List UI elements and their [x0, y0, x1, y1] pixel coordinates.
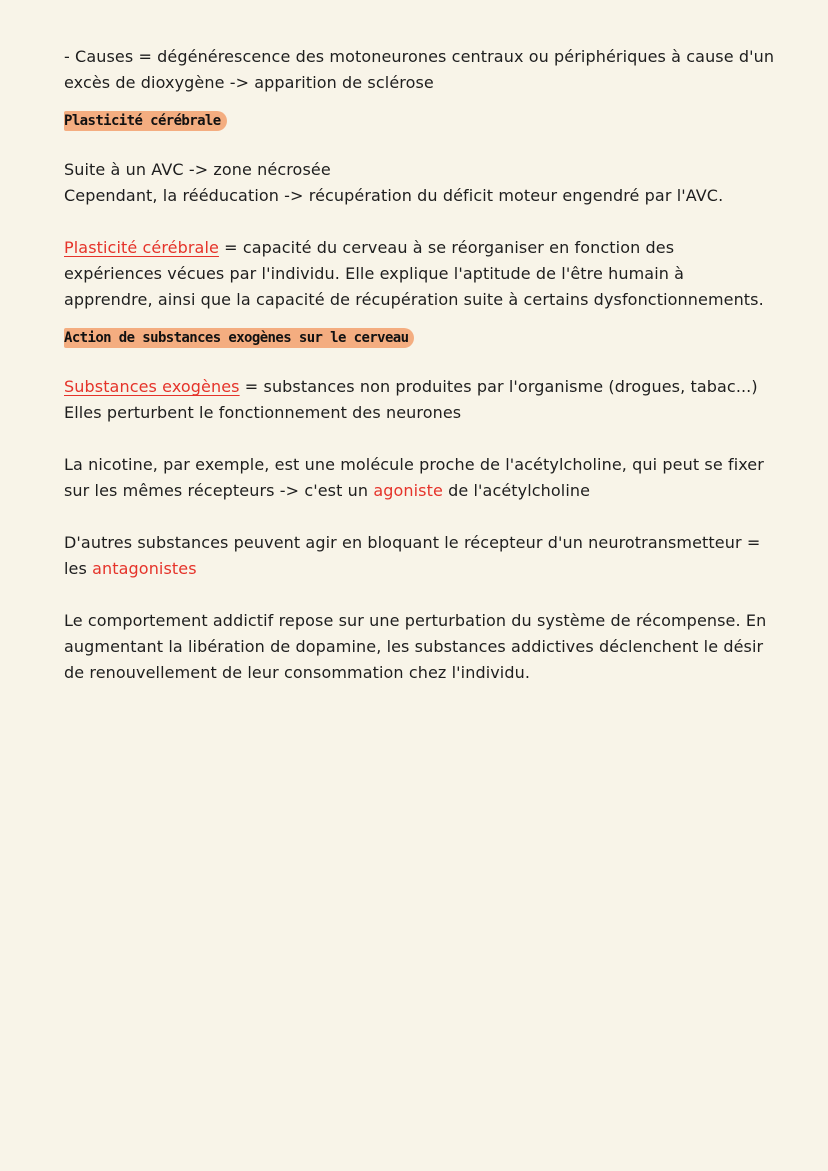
nicotine-line-1: La nicotine, par exemple, est une molécule proche de l'acétylcholine, qui peut se fixer — [64, 455, 764, 474]
addiction-line-1: Le comportement addictif repose sur une perturbation du système de récompense. En — [64, 611, 767, 630]
section-heading-substances: Action de substances exogènes sur le cerveau — [64, 328, 414, 348]
nicotine-text: sur les mêmes récepteurs -> c'est un — [64, 481, 374, 500]
intro-line-1: - Causes = dégénérescence des motoneurones centraux ou périphériques à cause d'un — [64, 47, 775, 66]
term-substances-exogenes: Substances exogènes — [64, 377, 240, 396]
nicotine-line-2 — [64, 478, 784, 504]
avc-line: Suite à un AVC -> zone nécrosée — [64, 160, 331, 179]
section-plasticite — [64, 110, 784, 313]
antagoniste-line-2 — [64, 556, 784, 582]
antagoniste-line-1: D'autres substances peuvent agir en bloquant le récepteur d'un neurotransmetteur = — [64, 533, 761, 552]
plasticite-definition-line-1 — [64, 235, 784, 261]
definition-text: = capacité du cerveau à se réorganiser en fonction des — [218, 238, 675, 257]
plasticite-definition-line-2: expériences vécues par l'individu. Elle explique l'aptitude de l'être humain à — [64, 264, 685, 283]
exogenes-definition-line-2: Elles perturbent le fonctionnement des neurones — [64, 403, 462, 422]
term-antagonistes: antagonistes — [92, 559, 197, 578]
antagoniste-text: les — [64, 559, 93, 578]
addiction-line-2: augmentant la libération de dopamine, les substances addictives déclenchent le désir — [64, 637, 764, 656]
exogenes-definition-line-1 — [64, 374, 784, 400]
intro-block — [64, 44, 784, 96]
term-agoniste: agoniste — [373, 481, 443, 500]
plasticite-definition-line-3: apprendre, ainsi que la capacité de récupération suite à certains dysfonctionnements. — [64, 290, 764, 309]
term-plasticite-cerebrale: Plasticité cérébrale — [64, 238, 219, 257]
reeducation-line: Cependant, la rééducation -> récupération du déficit moteur engendré par l'AVC. — [64, 186, 724, 205]
section-substances — [64, 327, 784, 686]
document-page — [64, 44, 784, 686]
intro-line-2: excès de dioxygène -> apparition de sclérose — [64, 73, 434, 92]
addiction-line-3: de renouvellement de leur consommation chez l'individu. — [64, 663, 531, 682]
definition-text: = substances non produites par l'organisme (drogues, tabac...) — [239, 377, 758, 396]
section-heading-plasticite: Plasticité cérébrale — [64, 111, 227, 131]
nicotine-text-end: de l'acétylcholine — [442, 481, 591, 500]
